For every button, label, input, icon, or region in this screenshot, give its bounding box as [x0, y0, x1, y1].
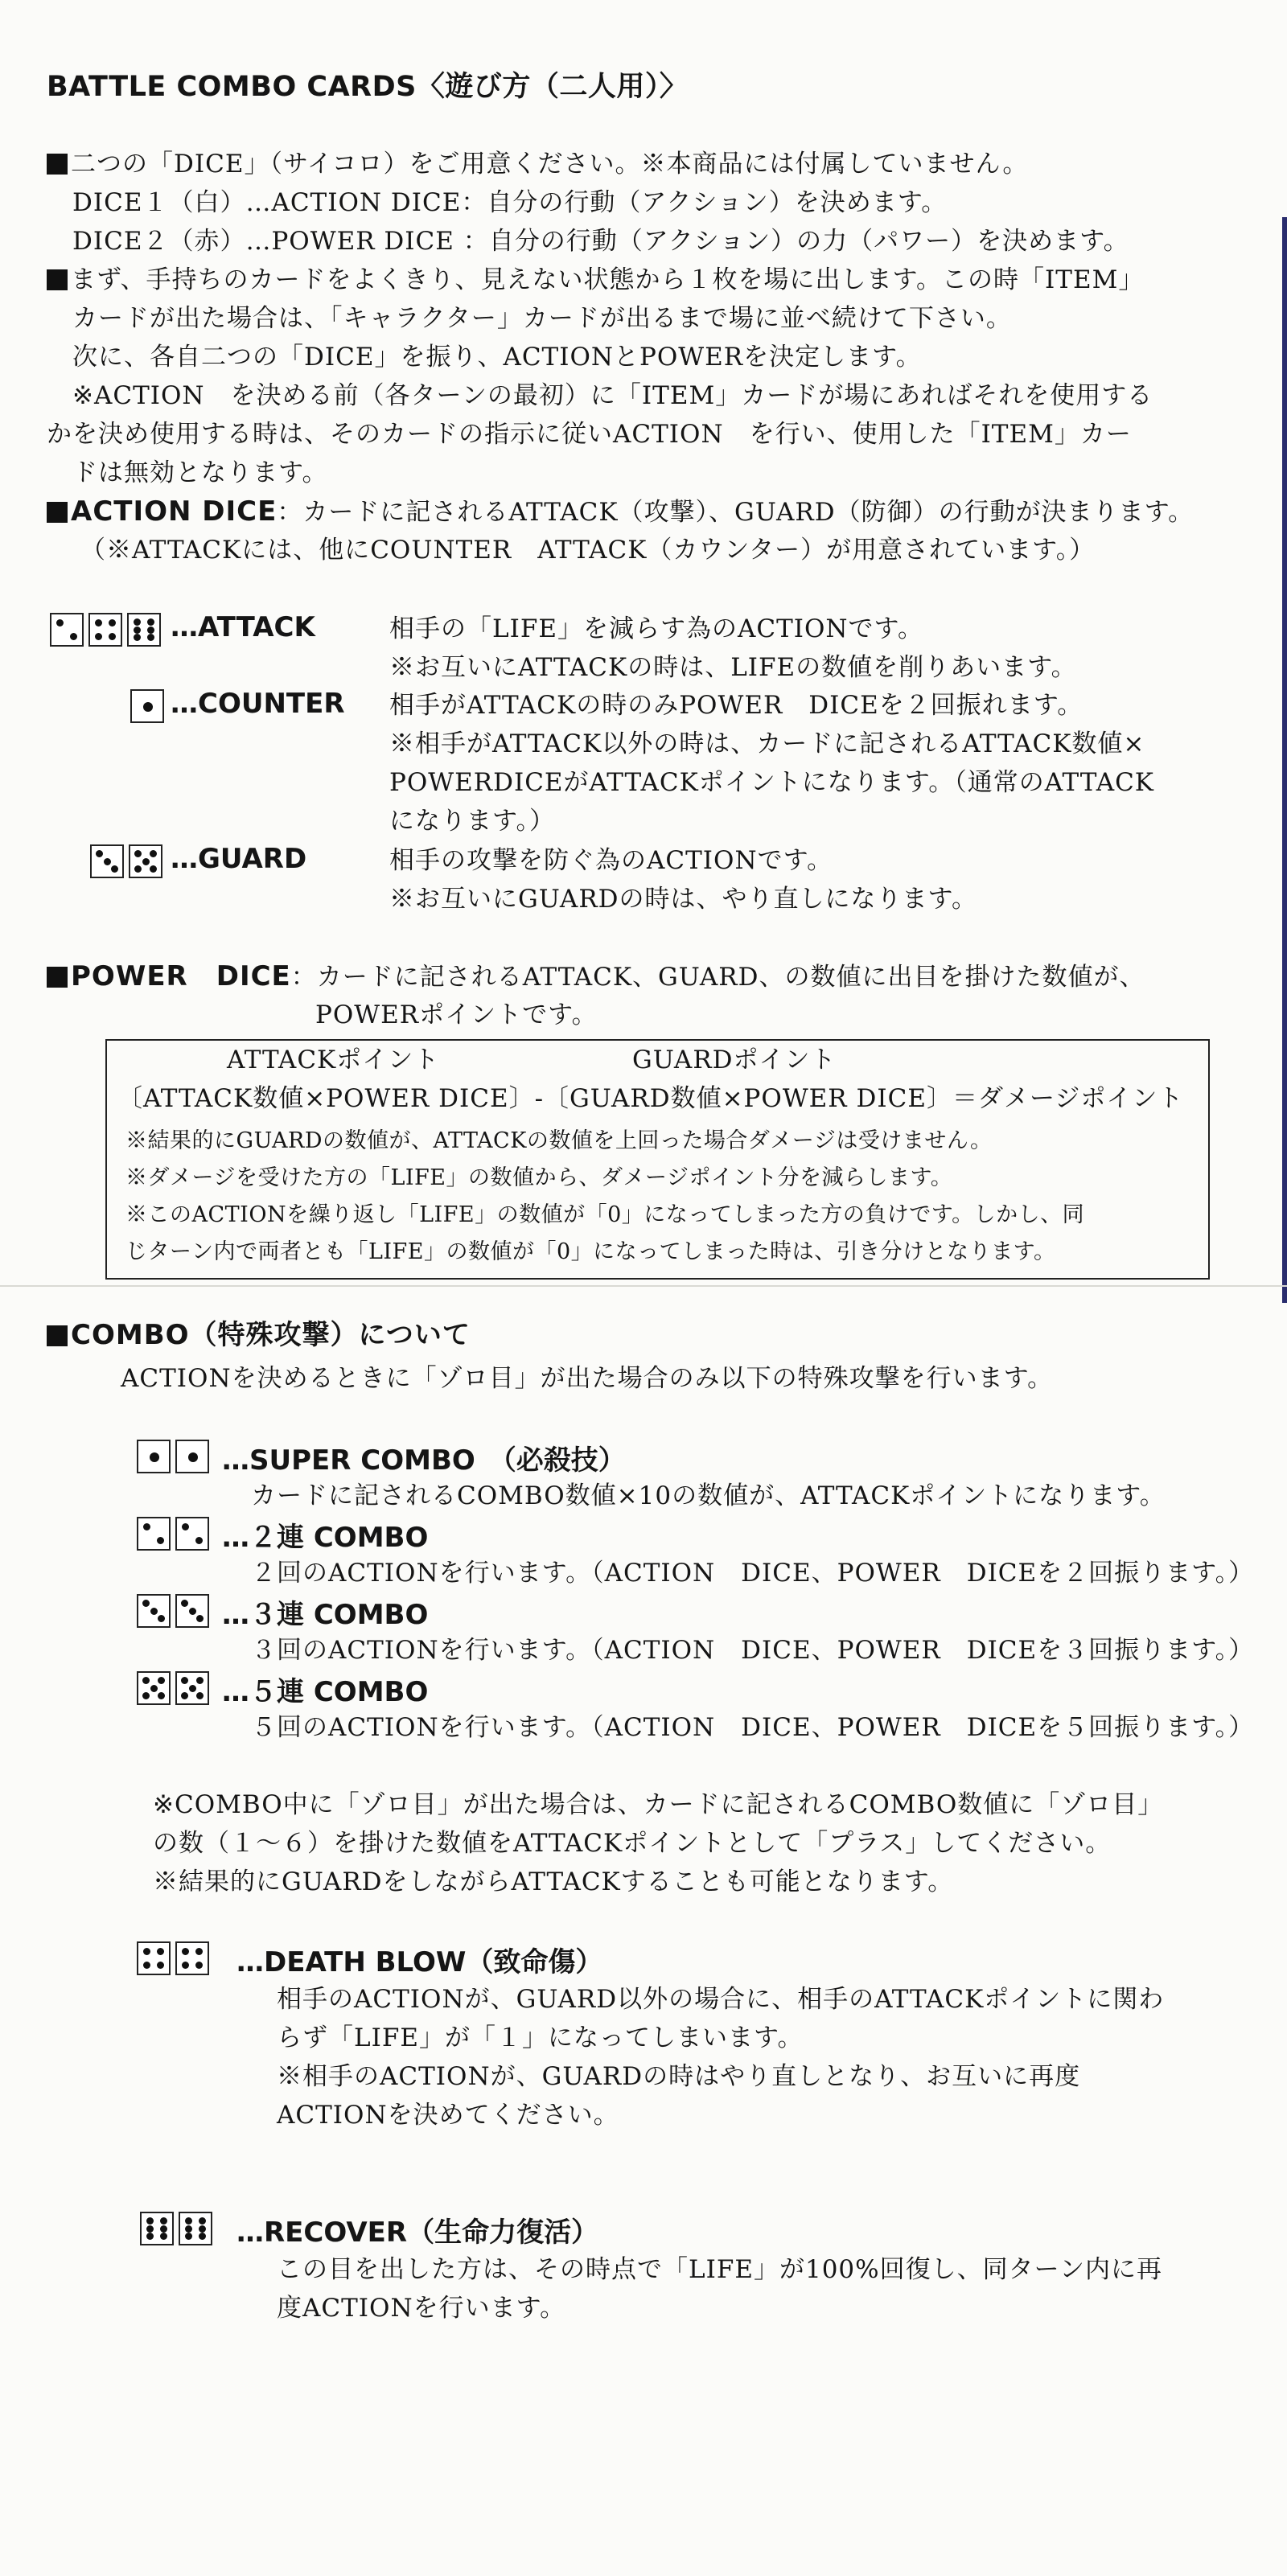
- attack-label: …ATTACK: [171, 611, 315, 643]
- intro-line-4: 次に、各自二つの「DICE」を振り、ACTIONとPOWERを決定します。: [72, 343, 922, 372]
- intro-line-7: ドは無効となります。: [72, 458, 328, 487]
- die-two-icon: [137, 1517, 171, 1551]
- combo-2-dice-icons: [137, 1517, 209, 1551]
- power-dice-desc-2: POWERポイントです。: [315, 1000, 598, 1029]
- intro-line-6: かを決め使用する時は、そのカードの指示に従いACTION を行い、使用した「ITEM」カー: [47, 420, 1132, 449]
- recover-desc-1: この目を出した方は、その時点で「LIFE」が100%回復し、同ターン内に再: [277, 2255, 1162, 2284]
- die-one-icon: [175, 1440, 209, 1473]
- recover-label: …RECOVER（生命力復活）: [236, 2217, 599, 2249]
- combo-note-1: ※COMBO中に「ゾロ目」が出た場合は、カードに記されるCOMBO数値に「ゾロ目」: [153, 1790, 1164, 1819]
- combo-note-3: ※結果的にGUARDをしながらATTACKすることも可能となります。: [153, 1867, 954, 1896]
- die-four-icon: [88, 613, 122, 647]
- die-three-icon: [137, 1594, 171, 1628]
- counter-desc-3: POWERDICEがATTACKポイントになります。（通常のATTACK: [389, 768, 1154, 797]
- bullet-square: [47, 502, 68, 523]
- combo-5-desc: ５回のACTIONを行います。（ACTION DICE、POWER DICEを５回振ります。）: [251, 1713, 1255, 1742]
- death-blow-desc-2: らず「LIFE」が「１」になってしまいます。: [277, 2023, 804, 2052]
- action-dice-heading: ACTION DICE：カードに記されるATTACK（攻撃）、GUARD（防御）の行動が決まります。: [47, 492, 1194, 532]
- die-two-icon: [175, 1517, 209, 1551]
- super-combo-desc: カードに記されるCOMBO数値×10の数値が、ATTACKポイントになります。: [251, 1481, 1166, 1510]
- combo-intro: ACTIONを決めるときに「ゾロ目」が出た場合のみ以下の特殊攻撃を行います。: [121, 1364, 1054, 1393]
- counter-desc-1: 相手がATTACKの時のみPOWER DICEを２回振れます。: [389, 691, 1083, 720]
- death-blow-desc-1: 相手のACTIONが、GUARD以外の場合に、相手のATTACKポイントに関わ: [277, 1985, 1165, 2014]
- intro-line-2: まず、手持ちのカードをよくきり、見えない状態から１枚を場に出します。この時「ITEM」: [47, 261, 1144, 299]
- die-six-icon: [127, 613, 161, 647]
- box-note-2: ※ダメージを受けた方の「LIFE」の数値から、ダメージポイント分を減らします。: [125, 1165, 953, 1190]
- dice-1-line: DICE１（白）…ACTION DICE：自分の行動（アクション）を決めます。: [72, 188, 948, 217]
- death-blow-desc-3: ※相手のACTIONが、GUARDの時はやり直しとなり、お互いに再度: [277, 2062, 1081, 2091]
- guard-desc-2: ※お互いにGUARDの時は、やり直しになります。: [389, 885, 978, 914]
- intro-line-3: カードが出た場合は、「キャラクター」カードが出るまで場に並べ続けて下さい。: [72, 304, 1012, 333]
- bullet-square: [47, 1325, 68, 1346]
- attack-desc-2: ※お互いにATTACKの時は、LIFEの数値を削りあいます。: [389, 653, 1077, 682]
- die-one-icon: [137, 1440, 171, 1473]
- die-one-icon: [130, 689, 164, 723]
- death-blow-dice-icons: [137, 1941, 209, 1975]
- die-six-icon: [140, 2212, 174, 2245]
- die-six-icon: [179, 2212, 212, 2245]
- action-dice-note: （※ATTACKには、他にCOUNTER ATTACK（カウンター）が用意されています。）: [80, 536, 1096, 565]
- super-combo-dice-icons: [137, 1440, 209, 1473]
- die-five-icon: [137, 1671, 171, 1705]
- combo-note-2: の数（１～６）を掛けた数値をATTACKポイントとして「プラス」してください。: [153, 1829, 1112, 1858]
- counter-dice-icons: [130, 689, 164, 723]
- dice-2-line: DICE２（赤）…POWER DICE ：自分の行動（アクション）の力（パワー）を決めます。: [72, 227, 1129, 256]
- guard-desc-1: 相手の攻撃を防ぐ為のACTIONです。: [389, 846, 833, 875]
- combo-5-label: …５連 COMBO: [222, 1676, 429, 1708]
- die-three-icon: [90, 844, 124, 878]
- combo-heading: COMBO（特殊攻撃）について: [47, 1316, 471, 1355]
- recover-desc-2: 度ACTIONを行います。: [277, 2294, 566, 2323]
- guard-point-label: GUARDポイント: [632, 1046, 837, 1074]
- combo-2-desc: ２回のACTIONを行います。（ACTION DICE、POWER DICEを２回振ります。）: [251, 1559, 1255, 1588]
- bullet-square: [47, 967, 68, 988]
- guard-dice-icons: [90, 844, 162, 878]
- super-combo-label: …SUPER COMBO （必殺技）: [222, 1444, 626, 1477]
- death-blow-label: …DEATH BLOW（致命傷）: [236, 1946, 603, 1978]
- damage-formula: 〔ATTACK数値×POWER DICE〕-〔GUARD数値×POWER DICE〕＝ダメージポイント: [117, 1084, 1184, 1113]
- attack-desc-1: 相手の「LIFE」を減らす為のACTIONです。: [389, 614, 924, 643]
- page-edge: [1282, 217, 1287, 1303]
- page-title: BATTLE COMBO CARDS〈遊び方（二人用）〉: [47, 71, 689, 103]
- power-dice-heading: POWER DICE：カードに記されるATTACK、GUARD、の数値に出目を掛けた数値が、: [47, 957, 1145, 996]
- bullet-square: [47, 269, 68, 290]
- intro-line-1: 二つの「DICE」（サイコロ）をご用意ください。※本商品には付属していません。: [47, 145, 1028, 183]
- recover-dice-icons: [140, 2212, 212, 2245]
- die-five-icon: [175, 1671, 209, 1705]
- box-note-1: ※結果的にGUARDの数値が、ATTACKの数値を上回った場合ダメージは受けません。: [125, 1128, 993, 1153]
- bullet-square: [47, 154, 68, 175]
- combo-2-label: …２連 COMBO: [222, 1522, 429, 1554]
- combo-3-dice-icons: [137, 1594, 209, 1628]
- counter-desc-4: になります。）: [389, 807, 556, 836]
- die-three-icon: [175, 1594, 209, 1628]
- die-two-icon: [50, 613, 84, 647]
- combo-3-label: …３連 COMBO: [222, 1599, 429, 1631]
- death-blow-desc-4: ACTIONを決めてください。: [277, 2101, 619, 2130]
- intro-line-5: ※ACTION を決める前（各ターンの最初）に「ITEM」カードが場にあればそれを使用する: [72, 381, 1153, 410]
- die-five-icon: [129, 844, 162, 878]
- combo-5-dice-icons: [137, 1671, 209, 1705]
- counter-desc-2: ※相手がATTACK以外の時は、カードに記されるATTACK数値×: [389, 729, 1145, 758]
- attack-point-label: ATTACKポイント: [227, 1046, 440, 1074]
- die-four-icon: [175, 1941, 209, 1975]
- box-note-3: ※このACTIONを繰り返し「LIFE」の数値が「0」になってしまった方の負けです。しかし、同: [125, 1202, 1085, 1227]
- combo-3-desc: ３回のACTIONを行います。（ACTION DICE、POWER DICEを３回振ります。）: [251, 1636, 1255, 1665]
- fold-line: [0, 1285, 1287, 1287]
- box-note-4: じターン内で両者とも「LIFE」の数値が「0」になってしまった時は、引き分けとなります。: [125, 1239, 1056, 1264]
- attack-dice-icons: [50, 613, 161, 647]
- counter-label: …COUNTER: [171, 688, 345, 720]
- die-four-icon: [137, 1941, 171, 1975]
- guard-label: …GUARD: [171, 843, 307, 875]
